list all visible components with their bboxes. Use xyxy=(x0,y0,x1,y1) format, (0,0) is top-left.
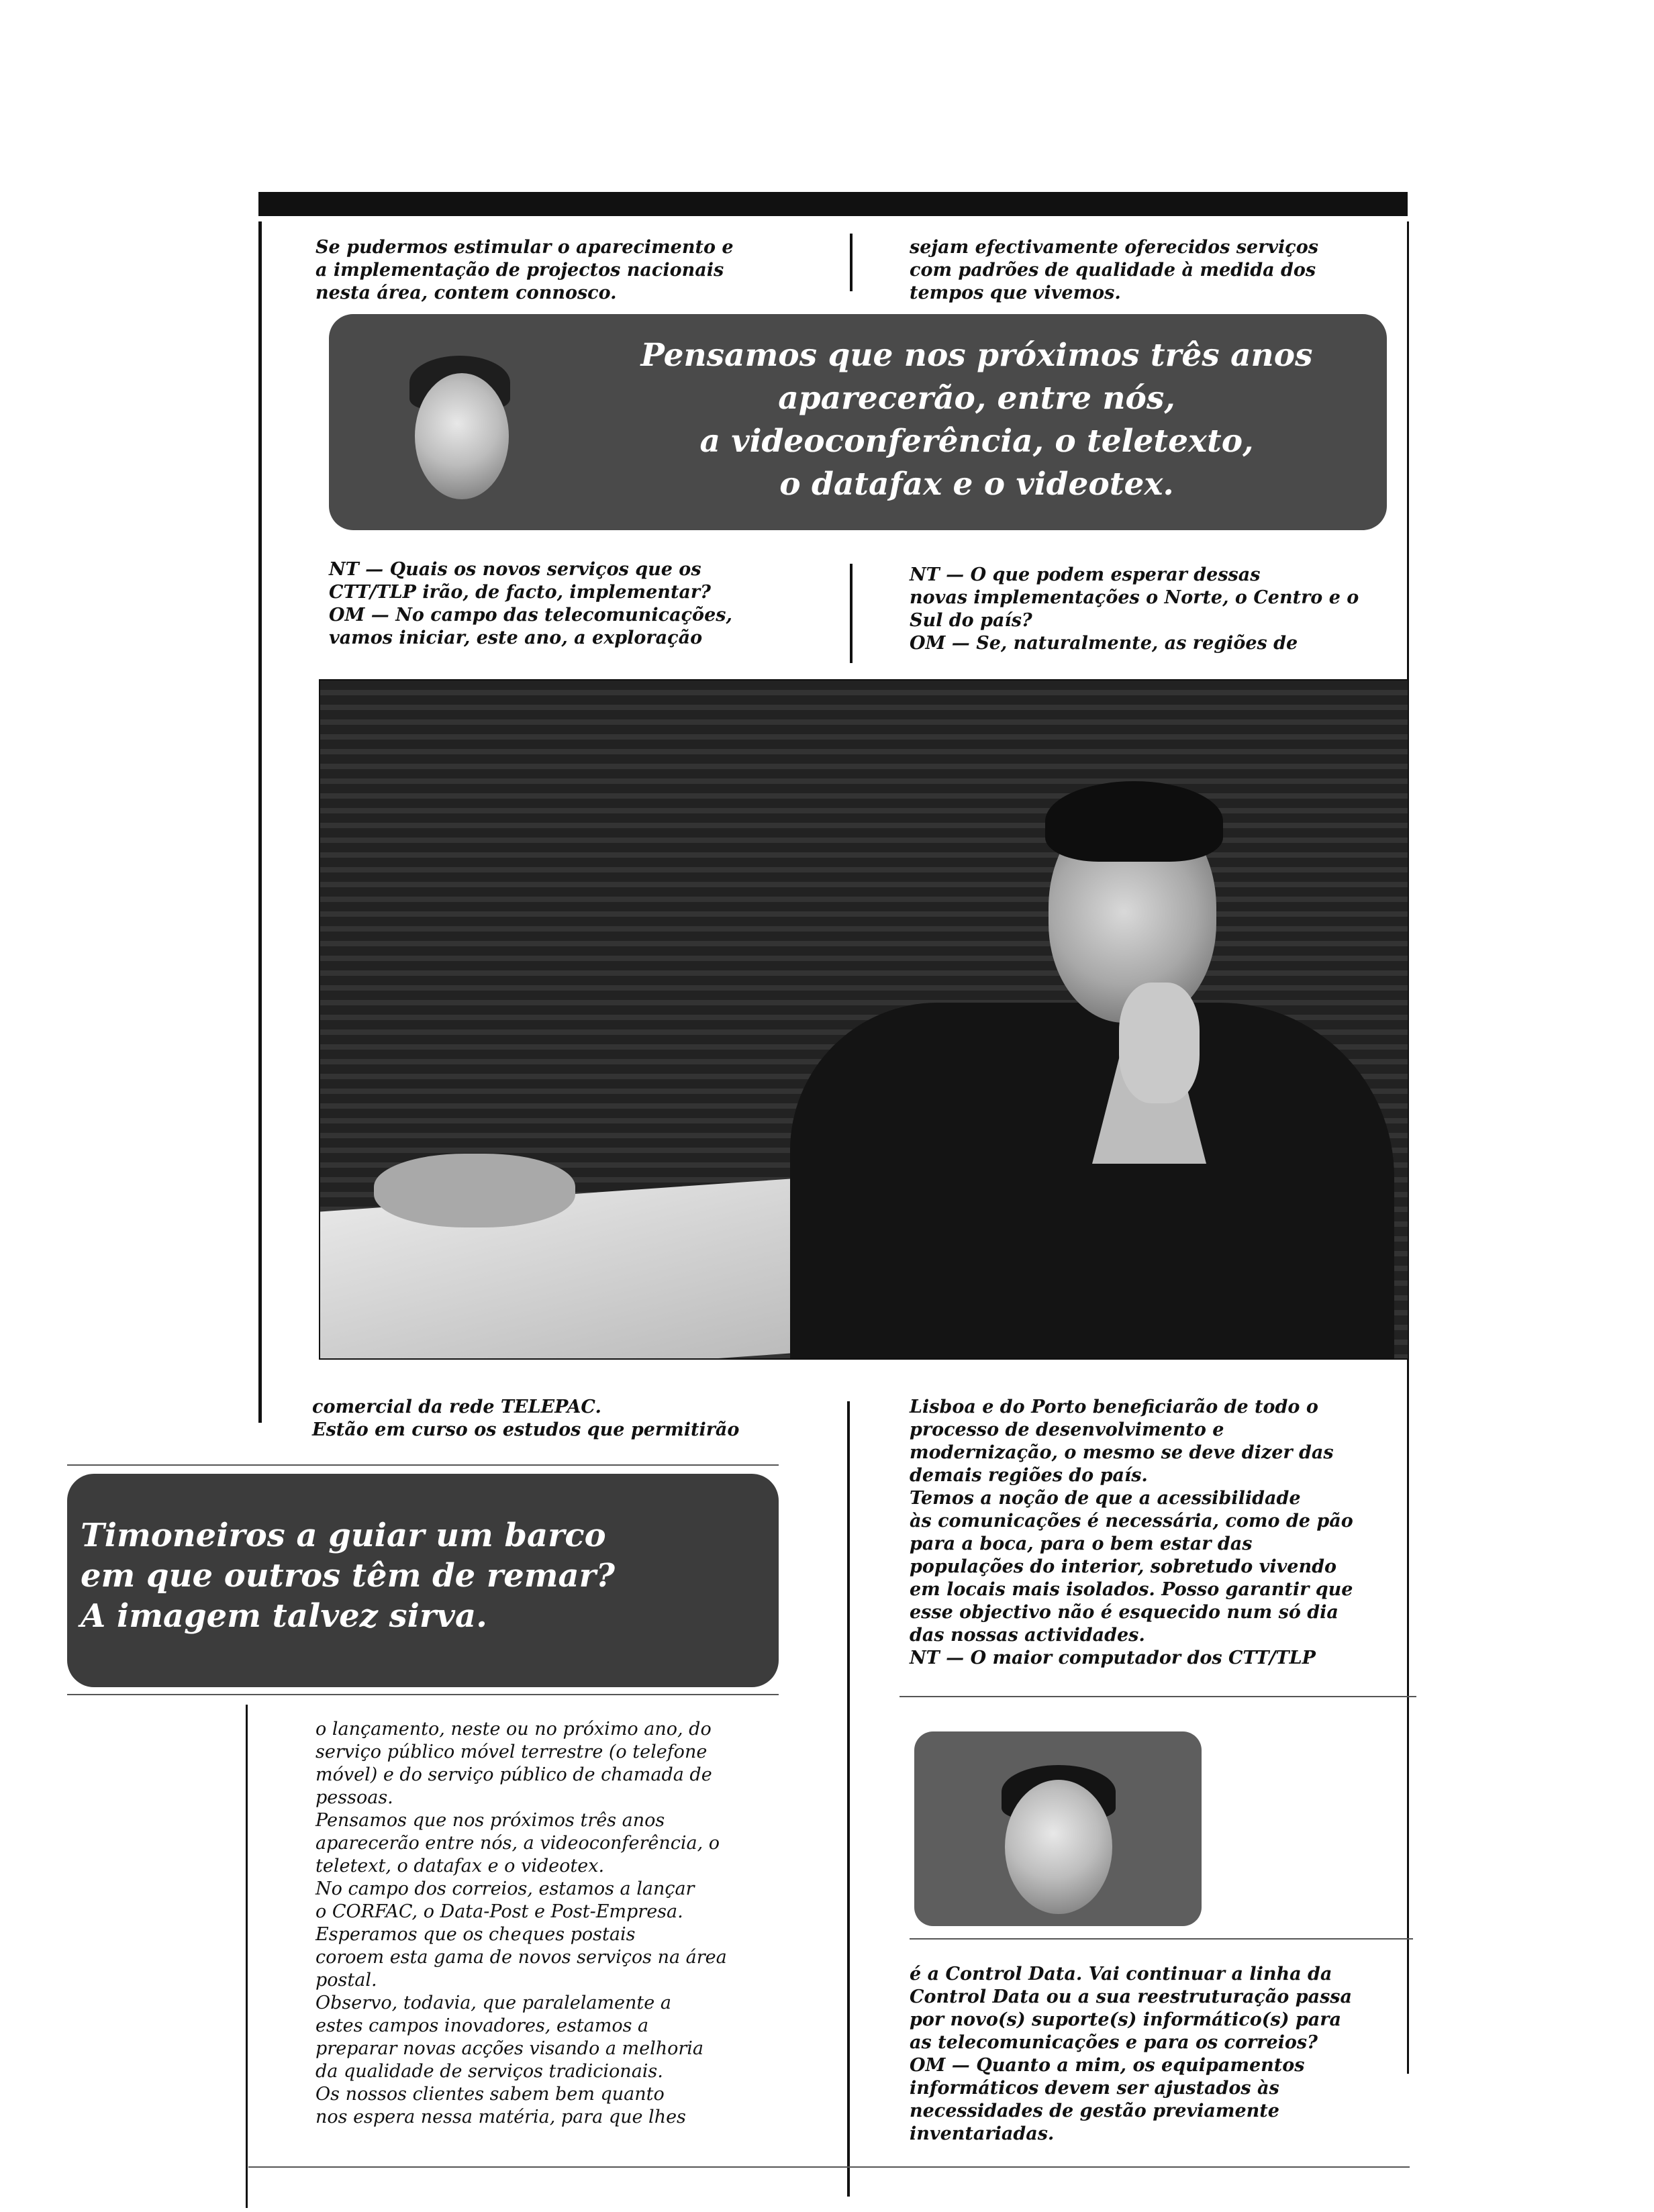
photo-person-body xyxy=(790,1003,1394,1360)
top-rule xyxy=(258,192,1408,216)
pull-quote-banner xyxy=(329,314,1387,530)
banner-dashed-edge xyxy=(67,1464,779,1466)
tv-portrait xyxy=(914,1731,1202,1926)
left-border-rule-lower xyxy=(246,1705,248,2208)
pull-quote-text: Pensamos que nos próximos três anos aparecerão, entre nós, a videoconferência, o teletexto, o datafax e o videotex. xyxy=(640,337,1313,503)
column-divider-lower xyxy=(847,1401,850,2197)
left-column-text: o lançamento, neste ou no próximo ano, do serviço público móvel terrestre (o telefone móvel) e do serviço público de chamada de pessoas. Pensamos que nos próximos três anos aparecerão entre nós, a videoconferência, o teletext, o datafax e o videotex. No campo dos correios, estamos a lançar o CORFAC, o Data-Post e Post-Empresa. Esperamos que os cheques postais coroem esta gama de novos serviços na área postal. Observo, todavia, que paralelamente a estes campos inovadores, estamos a preparar novas acções visando a melhoria da qualidade de serviços tradicionais. Os nossos clientes sabem bem quanto nos espera nessa matéria, para que lhes xyxy=(315,1719,727,2127)
portrait-face xyxy=(415,373,509,499)
question-right-text: NT — O que podem esperar dessas novas implementações o Norte, o Centro e o Sul do país? OM — Se, naturalmente, as regiões de xyxy=(910,564,1359,654)
intro-right-text: sejam efectivamente oferecidos serviços com padrões de qualidade à medida dos tempos que vivemos. xyxy=(910,237,1318,303)
left-border-rule xyxy=(258,221,262,1423)
pull-quote-2-text: Timoneiros a guiar um barco em que outros têm de remar? A imagem talvez sirva. xyxy=(81,1517,616,1635)
column-divider xyxy=(850,564,853,663)
bottom-border-rule xyxy=(248,2166,1410,2168)
right-column-rule xyxy=(899,1696,1416,1697)
photo-hand-at-chin xyxy=(1119,983,1200,1103)
below-photo-left-text: comercial da rede TELEPAC. Estão em curso os estudos que permitirão xyxy=(312,1397,740,1440)
right-column-bottom-text: é a Control Data. Vai continuar a linha da Control Data ou a sua reestruturação passa por novo(s) suporte(s) informático(s) para as telecomunicações e para os correios? OM — Quanto a mim, os equipamentos informáticos devem ser ajustados às necessidades de gestão previamente inventariadas. xyxy=(910,1964,1352,2144)
banner-dashed-edge xyxy=(67,1694,779,1695)
question-left-text: NT — Quais os novos serviços que os CTT/TLP irão, de facto, implementar? OM — No campo das telecomunicações, vamos iniciar, este ano, a exploração xyxy=(329,559,732,648)
photo-hand-on-desk xyxy=(374,1154,575,1227)
pull-quote-banner-2 xyxy=(67,1474,779,1687)
tv-portrait-face xyxy=(1005,1780,1112,1914)
photo-person-hair xyxy=(1045,781,1223,862)
intro-left-text: Se pudermos estimular o aparecimento e a implementação de projectos nacionais nesta área, contem connosco. xyxy=(315,237,734,303)
column-divider xyxy=(850,234,853,291)
right-column-rule-lower xyxy=(910,1938,1413,1940)
interview-photo xyxy=(319,679,1409,1360)
right-column-text: Lisboa e do Porto beneficiarão de todo o processo de desenvolvimento e modernização, o mesmo se deve dizer das demais regiões do país. Temos a noção de que a acessibilidade às comunicações é necessária, como de pão para a boca, para o bem estar das populações do interior, sobretudo vivendo em locais mais isolados. Posso garantir que esse objectivo não é esquecido num só dia das nossas actividades. NT — O maior computador dos CTT/TLP xyxy=(910,1397,1353,1668)
